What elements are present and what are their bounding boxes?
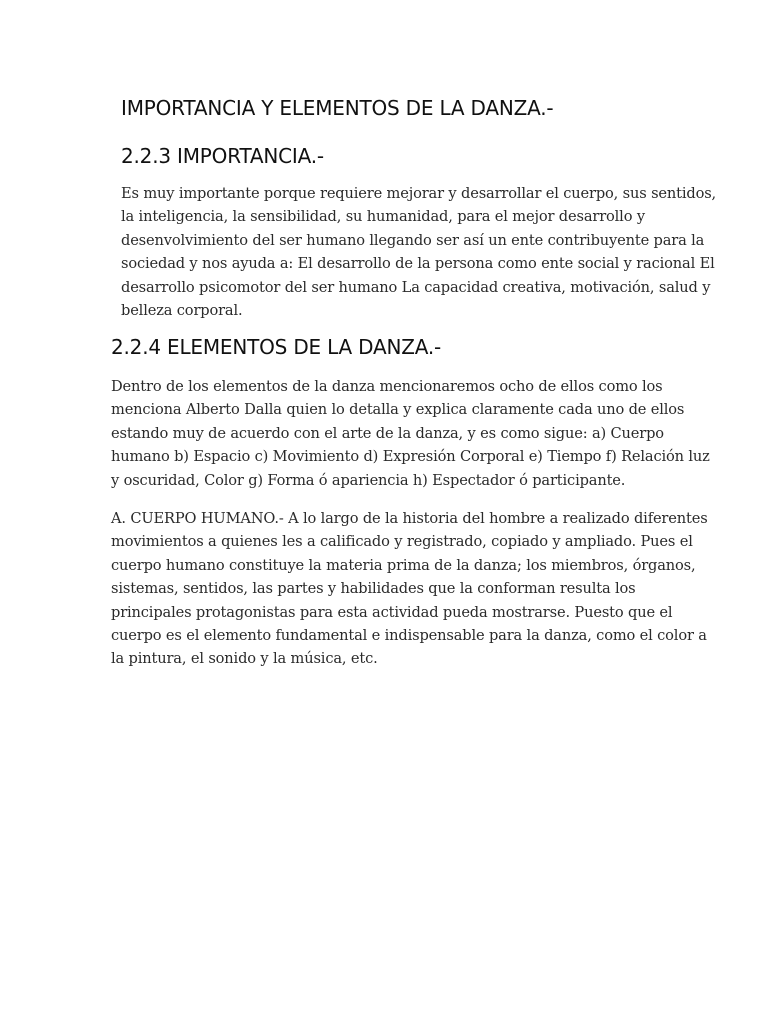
section-heading-elementos: 2.2.4 ELEMENTOS DE LA DANZA.- [111,335,442,359]
paragraph-elementos-intro: Dentro de los elementos de la danza mencionaremos ocho de ellos como los menciona Alberto Dalla quien lo detalla y explica claramente cada uno de ellos estando muy de acuerdo con el arte de la danza, y es como sigue: a) Cuerpo humano b) Espacio c) Movimiento d) Expresión Corporal e) Tiempo f) Relación luz y oscuridad, Color g) Forma ó apariencia h) Espectador ó participante. [111,378,710,489]
paragraph-cuerpo-humano: A. CUERPO HUMANO.- A lo largo de la historia del hombre a realizado diferentes movimientos a quienes les a calificado y registrado, copiado y ampliado. Pues el cuerpo humano constituye la materia prima de la danza; los miembros, órganos, sistemas, sentidos, las partes y habilidades que la conforman resulta los principales protagonistas para esta actividad pueda mostrarse. Puesto que el cuerpo es el elemento fundamental e indispensable para la danza, como el color a la pintura, el sonido y la música, etc. [111,510,708,668]
section-heading-importancia: 2.2.3 IMPORTANCIA.- [121,144,324,168]
document-title: IMPORTANCIA Y ELEMENTOS DE LA DANZA.- [121,96,554,120]
paragraph-importancia: Es muy importante porque requiere mejorar y desarrollar el cuerpo, sus sentidos, la inteligencia, la sensibilidad, su humanidad, para el mejor desarrollo y desenvolvimiento del ser humano llegando ser así un ente contribuyente para la sociedad y nos ayuda a: El desarrollo de la persona como ente social y racional El desarrollo psicomotor del ser humano La capacidad creativa, motivación, salud y belleza corporal. [121,185,717,320]
